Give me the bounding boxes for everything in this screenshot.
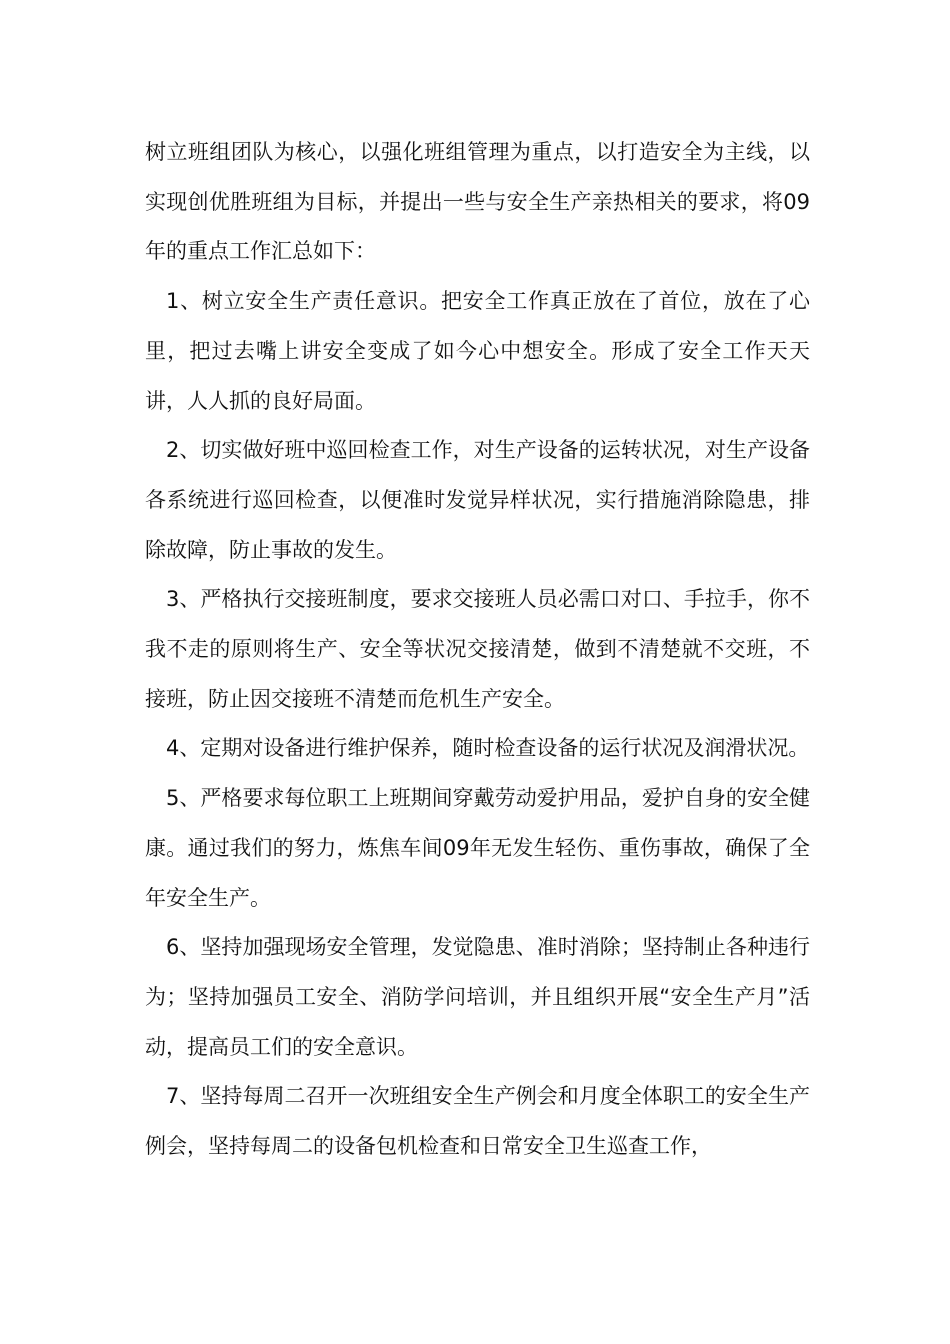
item-7-paragraph: 7、坚持每周二召开一次班组安全生产例会和月度全体职工的安全生产例会，坚持每周二的设备包机检查和日常安全卫生巡查工作， (145, 1084, 810, 1159)
item-6-paragraph: 6、坚持加强现场安全管理，发觉隐患、准时消除；坚持制止各种违行为；坚持加强员工安全、消防学问培训，并且组织开展“安全生产月”活动，提高员工们的安全意识。 (145, 935, 810, 1059)
document-body (145, 128, 810, 1172)
item-4-paragraph: 4、定期对设备进行维护保养，随时检查设备的运行状况及润滑状况。 (166, 736, 810, 761)
item-2-paragraph: 2、切实做好班中巡回检查工作，对生产设备的运转状况，对生产设备各系统进行巡回检查，以便准时发觉异样状况，实行措施消除隐患，排除故障，防止事故的发生。 (145, 438, 810, 562)
item-1-paragraph: 1、树立安全生产责任意识。把安全工作真正放在了首位，放在了心里，把过去嘴上讲安全变成了如今心中想安全。形成了安全工作天天讲，人人抓的良好局面。 (145, 289, 810, 413)
intro-paragraph: 树立班组团队为核心，以强化班组管理为重点，以打造安全为主线，以实现创优胜班组为目标，并提出一些与安全生产亲热相关的要求，将09年的重点工作汇总如下： (145, 140, 810, 264)
item-3-paragraph: 3、严格执行交接班制度，要求交接班人员必需口对口、手拉手，你不我不走的原则将生产、安全等状况交接清楚，做到不清楚就不交班，不接班，防止因交接班不清楚而危机生产安全。 (145, 587, 810, 711)
item-5-paragraph: 5、严格要求每位职工上班期间穿戴劳动爱护用品，爱护自身的安全健康。通过我们的努力，炼焦车间09年无发生轻伤、重伤事故，确保了全年安全生产。 (145, 786, 810, 910)
